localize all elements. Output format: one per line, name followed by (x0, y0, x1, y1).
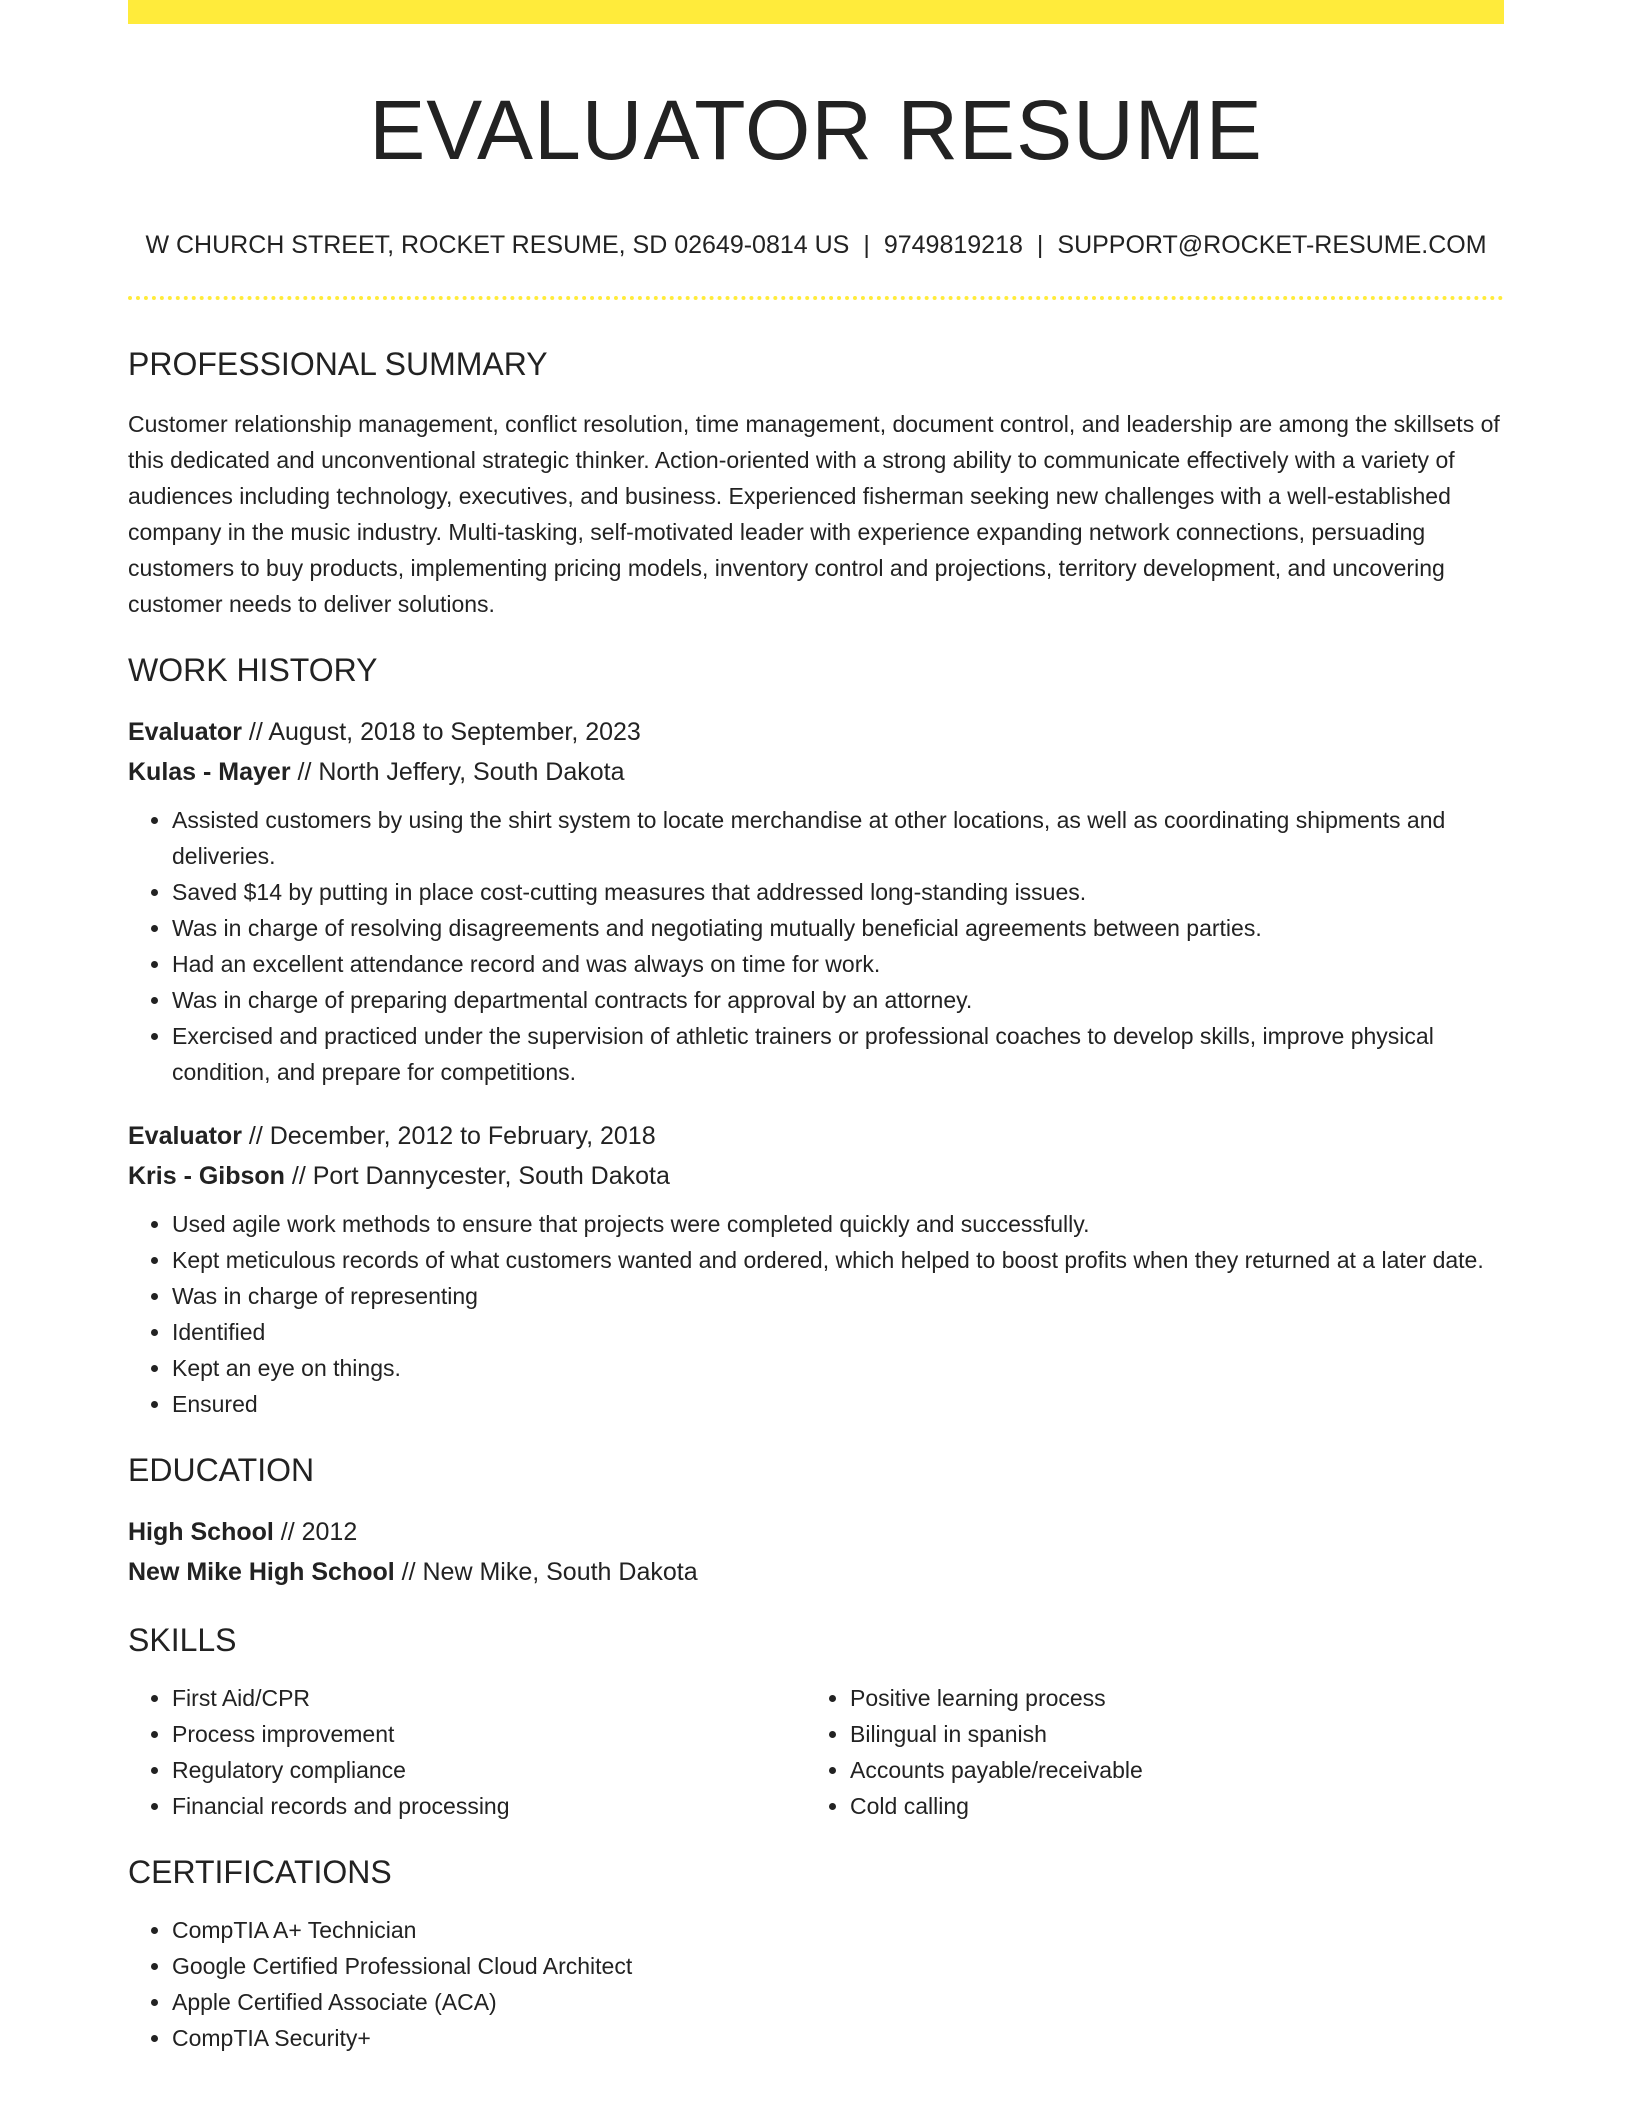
job-location: // North Jeffery, South Dakota (290, 758, 625, 786)
job-title: Evaluator (128, 1122, 242, 1150)
skill-item: • Financial records and processing (172, 1788, 806, 1824)
summary-heading: PROFESSIONAL SUMMARY (128, 346, 548, 382)
job-bullet: • Ensured (172, 1386, 1504, 1422)
job-bullet: • Was in charge of representing (172, 1278, 1504, 1314)
certifications-list (128, 1912, 1504, 2056)
job-title-line (128, 1116, 1504, 1156)
education-school: New Mike High School (128, 1558, 395, 1586)
education-school-line (128, 1552, 1504, 1592)
contact-separator: | (863, 231, 870, 259)
job-company-line (128, 1156, 1504, 1196)
job-company: Kris - Gibson (128, 1162, 285, 1190)
job-bullet: • Saved $14 by putting in place cost-cutting measures that addressed long-standing issues. (172, 874, 1504, 910)
job-title: Evaluator (128, 718, 242, 746)
skills-heading: SKILLS (128, 1622, 237, 1658)
job-bullet: • Exercised and practiced under the supervision of athletic trainers or professional coaches to develop skills, improve physical condition, and prepare for competitions. (172, 1018, 1504, 1090)
job-title-line (128, 712, 1504, 752)
education-degree-line (128, 1512, 1504, 1552)
skills-column-right (806, 1680, 1484, 1824)
job-company: Kulas - Mayer (128, 758, 291, 786)
job-dates: // August, 2018 to September, 2023 (241, 718, 641, 746)
certification-item: • Google Certified Professional Cloud Architect (172, 1948, 1504, 1984)
contact-address: W CHURCH STREET, ROCKET RESUME, SD 02649-0814 US (145, 231, 850, 259)
skills-grid (128, 1680, 1504, 1824)
skill-item: • Positive learning process (850, 1680, 1484, 1716)
skill-item: • First Aid/CPR (172, 1680, 806, 1716)
contact-phone: 9749819218 (883, 231, 1023, 259)
certification-item: • Apple Certified Associate (ACA) (172, 1984, 1504, 2020)
job-bullet: • Kept meticulous records of what customers wanted and ordered, which helped to boost profits when they returned at a later date. (172, 1242, 1504, 1278)
job-bullet: • Used agile work methods to ensure that projects were completed quickly and successfully. (172, 1206, 1504, 1242)
job-company-line (128, 752, 1504, 792)
job-bullet: • Assisted customers by using the shirt system to locate merchandise at other locations, as well as coordinating shipments and deliveries. (172, 802, 1504, 874)
job-dates: // December, 2012 to February, 2018 (241, 1122, 656, 1150)
skill-item: • Cold calling (850, 1788, 1484, 1824)
skill-item: • Bilingual in spanish (850, 1716, 1484, 1752)
certification-item: • CompTIA A+ Technician (172, 1912, 1504, 1948)
accent-top-bar (128, 0, 1504, 24)
skill-item: • Regulatory compliance (172, 1752, 806, 1788)
education-year: // 2012 (273, 1518, 358, 1546)
job-entry (128, 712, 1504, 1090)
education-location: // New Mike, South Dakota (394, 1558, 698, 1586)
contact-email: SUPPORT@ROCKET-RESUME.COM (1057, 231, 1487, 259)
job-entry (128, 1116, 1504, 1422)
skill-item: • Accounts payable/receivable (850, 1752, 1484, 1788)
job-bullet: • Was in charge of preparing departmental contracts for approval by an attorney. (172, 982, 1504, 1018)
resume-page (128, 0, 1504, 2056)
education-degree: High School (128, 1518, 274, 1546)
job-bullets (128, 1206, 1504, 1422)
summary-text: Customer relationship management, conflict resolution, time management, document control, and leadership are among the skillsets of this dedicated and unconventional strategic thinker. Action-oriented with a strong ability to communicate effectively with a variety of audiences including technology, executives, and business. Experienced fisherman seeking new challenges with a well-established company in the music industry. Multi-tasking, self-motivated leader with experience expanding network connections, persuading customers to buy products, implementing pricing models, inventory control and projections, territory development, and uncovering customer needs to deliver solutions. (128, 411, 1500, 617)
job-bullet: • Was in charge of resolving disagreements and negotiating mutually beneficial agreements between parties. (172, 910, 1504, 946)
resume-title: EVALUATOR RESUME (369, 83, 1263, 177)
job-location: // Port Dannycester, South Dakota (284, 1162, 670, 1190)
education-heading: EDUCATION (128, 1452, 315, 1488)
job-bullets (128, 802, 1504, 1090)
job-bullet: • Identified (172, 1314, 1504, 1350)
job-bullet: • Had an excellent attendance record and was always on time for work. (172, 946, 1504, 982)
contact-separator: | (1036, 231, 1044, 259)
skill-item: • Process improvement (172, 1716, 806, 1752)
job-bullet: • Kept an eye on things. (172, 1350, 1504, 1386)
dotted-divider (128, 296, 1504, 300)
certifications-heading: CERTIFICATIONS (128, 1854, 392, 1890)
certification-item: • CompTIA Security+ (172, 2020, 1504, 2056)
contact-line (128, 230, 1504, 260)
skills-column-left (128, 1680, 806, 1824)
work-history-heading: WORK HISTORY (128, 652, 378, 688)
